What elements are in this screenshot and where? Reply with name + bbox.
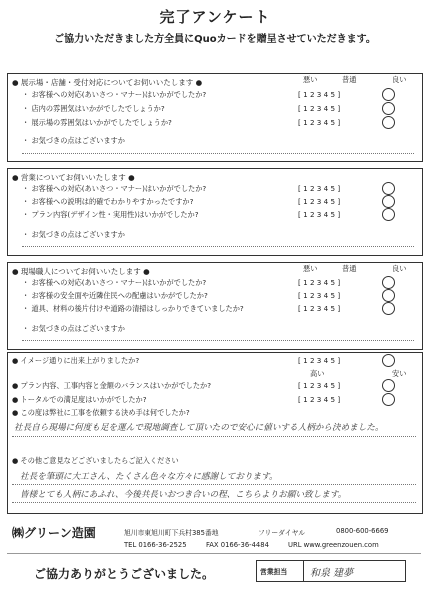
handwritten-comment-line-2: 皆様とても人柄にあふれ、今後共長いおつき合いの程、こちらよりお願い致します。 — [20, 490, 347, 500]
label-good: 良い — [392, 75, 407, 84]
section-sales-heading: ● 営業についてお伺いいたします ● — [12, 173, 135, 182]
label-normal: 普通 — [342, 264, 357, 273]
selected-rating-circle — [382, 116, 395, 129]
question-craftsmen-manner: ・ お客様への対応(あいさつ・マナー)はいかがでしたか? — [22, 278, 207, 287]
comment-line — [12, 484, 416, 485]
comment-label-sales: ・ お気づきの点はございますか — [22, 230, 125, 239]
label-normal: 普通 — [342, 75, 357, 84]
comment-line — [22, 340, 414, 341]
question-as-imagined: ● イメージ通りに出来上がりましたか? — [12, 356, 140, 365]
answer-line — [12, 436, 416, 437]
website-url: URL www.greenzouen.com — [288, 541, 379, 549]
question-price-balance: ● プラン内容、工事内容と金額のバランスはいかがでしたか? — [12, 381, 212, 390]
footer-divider — [7, 553, 421, 554]
selected-rating-circle — [382, 393, 395, 406]
rating-scale: [ 1 2 3 4 5 ] — [298, 356, 341, 365]
question-total-satisfaction: ● トータルでの満足度はいかがでしたか? — [12, 395, 147, 404]
handwritten-comment-line-1: 社長を筆頭に大工さん、たくさん色々な方々に感謝しております。 — [20, 472, 278, 482]
section-craftsmen-heading: ● 現場職人についてお伺いいたします ● — [12, 267, 150, 276]
comment-line — [22, 153, 414, 154]
sales-rep-name: 和泉 建夢 — [310, 568, 354, 579]
question-plan-content: ・ プラン内容(デザイン性・実用性)はいかがでしたか? — [22, 210, 199, 219]
label-good: 良い — [392, 264, 407, 273]
company-logo: ㈱グリーン造園 — [12, 526, 96, 540]
comment-label-craftsmen: ・ お気づきの点はございますか — [22, 324, 125, 333]
rating-scale: [ 1 2 3 4 5 ] — [298, 395, 341, 404]
rating-scale: [ 1 2 3 4 5 ] — [298, 304, 341, 313]
thank-you-message: ご協力ありがとうございました。 — [34, 567, 215, 581]
label-bad: 悪い — [303, 75, 318, 84]
selected-rating-circle — [382, 182, 395, 195]
survey-subtitle: ご協力いただきました方全員にQuoカードを贈呈させていただきます。 — [54, 34, 376, 45]
question-sales-manner: ・ お客様への対応(あいさつ・マナー)はいかがでしたか? — [22, 184, 207, 193]
label-bad: 悪い — [303, 264, 318, 273]
question-cleanup: ・ 道具、材料の後片付けや道路の清掃はしっかりできていましたか? — [22, 304, 244, 313]
phone-number: TEL 0166-36-2525 — [124, 541, 187, 549]
label-high: 高い — [310, 369, 325, 378]
selected-rating-circle — [382, 195, 395, 208]
selected-rating-circle — [382, 302, 395, 315]
question-safety: ・ お客様の安全面や近隣住民への配慮はいかがでしたか? — [22, 291, 208, 300]
freedial-label: フリーダイヤル — [258, 529, 306, 537]
sales-rep-label: 営業担当 — [260, 568, 288, 576]
question-store-atmosphere: ・ 店内の雰囲気はいかがでしたでしょうか? — [22, 104, 165, 113]
comment-line — [22, 246, 414, 247]
rating-scale: [ 1 2 3 4 5 ] — [298, 90, 341, 99]
comment-label-reception: ・ お気づきの点はございますか — [22, 136, 125, 145]
rating-scale: [ 1 2 3 4 5 ] — [298, 210, 341, 219]
selected-rating-circle — [382, 379, 395, 392]
question-sales-explanation: ・ お客様への説明は的確でわかりやすかったですか? — [22, 197, 194, 206]
selected-rating-circle — [382, 102, 395, 115]
freedial-number: 0800-600-6669 — [336, 527, 389, 535]
selected-rating-circle — [382, 289, 395, 302]
section-reception-heading: ● 展示場・店舗・受付対応についてお伺いいたします ● — [12, 78, 203, 87]
survey-title: 完了アンケート — [159, 8, 271, 26]
question-deciding-factor: ● この度は弊社に工事を依頼する決め手は何でしたか? — [12, 408, 190, 417]
rating-scale: [ 1 2 3 4 5 ] — [298, 291, 341, 300]
rating-scale: [ 1 2 3 4 5 ] — [298, 104, 341, 113]
rating-scale: [ 1 2 3 4 5 ] — [298, 184, 341, 193]
rating-scale: [ 1 2 3 4 5 ] — [298, 197, 341, 206]
selected-rating-circle — [382, 354, 395, 367]
label-cheap: 安い — [392, 369, 407, 378]
selected-rating-circle — [382, 208, 395, 221]
sales-rep-divider — [303, 561, 304, 581]
fax-number: FAX 0166-36-4484 — [206, 541, 269, 549]
selected-rating-circle — [382, 88, 395, 101]
rating-scale: [ 1 2 3 4 5 ] — [298, 118, 341, 127]
rating-scale: [ 1 2 3 4 5 ] — [298, 381, 341, 390]
question-reception-manner: ・ お客様への対応(あいさつ・マナー)はいかがでしたか? — [22, 90, 207, 99]
selected-rating-circle — [382, 276, 395, 289]
rating-scale: [ 1 2 3 4 5 ] — [298, 278, 341, 287]
question-showroom-atmosphere: ・ 展示場の雰囲気はいかがでしたでしょうか? — [22, 118, 172, 127]
handwritten-deciding-factor: 社長自ら現場に何度も足を運んで現地調査して頂いたので安心に値いする人柄から決めました。 — [14, 423, 384, 433]
company-address: 旭川市東旭川町下兵村385番地 — [124, 529, 219, 537]
question-other-comments: ● その他ご意見などございましたらご記入ください — [12, 456, 179, 465]
comment-line — [12, 502, 416, 503]
